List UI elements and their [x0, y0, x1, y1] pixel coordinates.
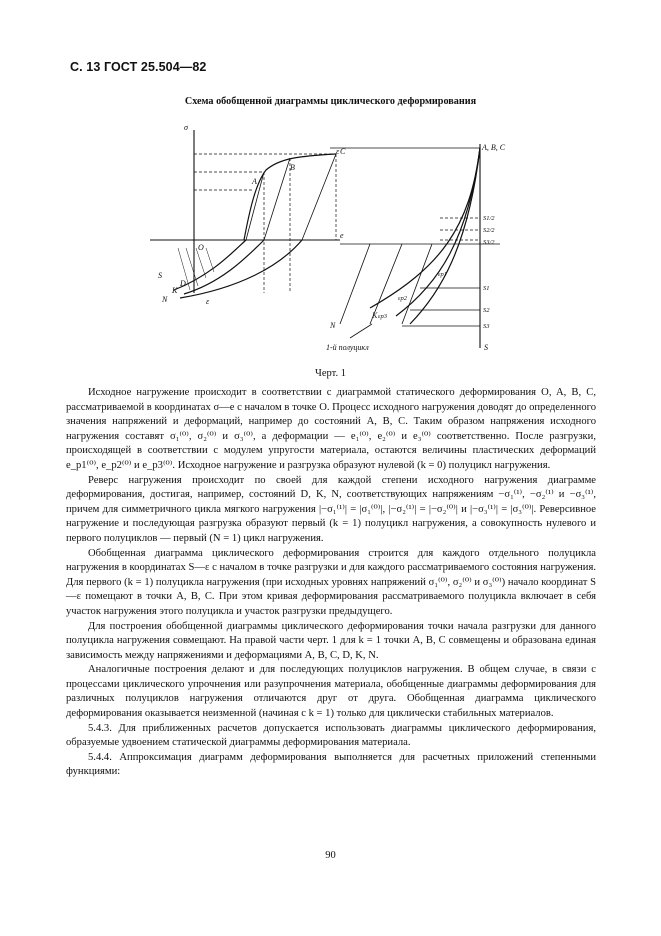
right-point-K-label: K — [372, 311, 378, 320]
ep2-label: εp2 — [398, 295, 408, 302]
point-N-label: N — [162, 295, 168, 304]
body-text — [66, 386, 596, 780]
S3-half-label: S3/2 — [483, 239, 495, 246]
paragraph: Обобщенная диаграмма циклического деформирования строится для каждого отдельного полуцикла нагружения в координатах S—ε с началом в точке разгрузки и для каждого рассматриваемого состояния нагружения. Для первого (k = 1) полуцикла нагружения (при исходных уровнях напряжений σ₁⁽⁰⁾, σ₂⁽⁰⁾ и σ₃⁽⁰⁾) начало координат S—ε помещают в точки A, B, C. При этом кривая деформирования рассматриваемого полуцикла включает в себя участок нагружения этого полуцикла и участок разгрузки предыдущего. — [66, 547, 596, 617]
point-D-label: D — [180, 279, 186, 288]
S1-half-label: S1/2 — [483, 215, 495, 222]
page-number: 90 — [325, 850, 336, 861]
right-eps-label: ε — [336, 147, 340, 156]
paragraph: Для построения обобщенной диаграммы циклического деформирования точки начала разгрузки для данного полуцикла нагружения совмещают. На правой части черт. 1 для k = 1 точки A, B, C совмещены и образована единая зависимость между напряжениями и деформациями A, B, C, D, K, N. — [66, 620, 596, 661]
S1-label: S1 — [483, 285, 490, 292]
sigma-axis-label: σ — [184, 123, 188, 132]
paragraph: Исходное нагружение происходит в соответствии с диаграммой статического деформирования O, A, B, C, рассматриваемой в координатах σ—e с началом в точке O. Процесс исходного нагружения доводят до определенного значения напряжений и деформаций, например до состояний A, B, C. Таким образом напряжения исходного нагружения составят σ₁⁽⁰⁾, σ₂⁽⁰⁾ и σ₃⁽⁰⁾, а деформации — e₁⁽⁰⁾, e₂⁽⁰⁾ и e₃⁽⁰⁾ соответственно. После разгрузки, происходящей в соответствии с модулем упругости материала, остаются величины пластических деформаций e_p1⁽⁰⁾, e_p2⁽⁰⁾ и e_p3⁽⁰⁾. Исходное нагружение и разгрузка образуют нулевой (k = 0) полуцикл нагружения. — [66, 387, 596, 471]
S3-label: S3 — [483, 323, 490, 330]
point-A-label: A — [252, 177, 257, 186]
S2-half-label: S2/2 — [483, 227, 495, 234]
ep3-label: εp3 — [378, 313, 388, 320]
point-O-label: O — [198, 243, 204, 252]
point-B-label: B — [290, 163, 295, 172]
e-axis-label: e — [340, 231, 344, 240]
point-C-label: C — [340, 147, 346, 156]
S2-label: S2 — [483, 307, 490, 314]
figure-caption: Черт. 1 — [315, 368, 346, 379]
ep1-label: εp1 — [438, 271, 448, 278]
right-point-N-label: N — [330, 321, 336, 330]
cyclic-deformation-diagram — [140, 118, 560, 360]
point-ABC-label: A, B, C — [482, 143, 506, 152]
left-eps-label: ε — [206, 297, 210, 306]
S-axis-label: S — [484, 343, 488, 352]
paragraph: Аналогичные построения делают и для последующих полуциклов нагружения. В общем случае, в связи с процессами циклического упрочнения или разупрочнения материала, обобщенные диаграммы деформирования для различных полуциклов нагружения отличаются друг от друга. Обобщенная диаграмма циклического деформирования оказывается неизменной (начиная с k = 1) только для циклически стабильных материалов. — [66, 664, 596, 720]
point-K-label: K — [172, 286, 178, 295]
half-cycle-label: 1-й полуцикл — [326, 343, 369, 352]
paragraph: 5.4.4. Аппроксимация диаграмм деформирования выполняется для расчетных приложений степенными функциями: — [66, 751, 596, 778]
left-S-label: S — [158, 271, 162, 280]
figure-title: Схема обобщенной диаграммы циклического деформирования — [184, 96, 477, 107]
paragraph: 5.4.3. Для приближенных расчетов допускается использовать диаграммы циклического деформирования, образуемые удвоением статической диаграммы деформирования материала. — [66, 722, 596, 749]
paragraph: Реверс нагружения происходит по своей для каждой степени исходного нагружения диаграмме деформирования, достигая, например, состояний D, K, N, соответствующих напряжениям −σ₁⁽¹⁾, −σ₂⁽¹⁾ и −σ₃⁽¹⁾, причем для симметричного цикла мягкого нагружения |−σ₁⁽¹⁾| = |σ₁⁽⁰⁾|, |−σ₂⁽¹⁾| = |−σ₂⁽⁰⁾| и |−σ₃⁽¹⁾| = |σ₃⁽⁰⁾|. Реверсивное нагружение и последующая разгрузка образуют первый (k = 1) полуцикл нагружения, а совокупность нулевого и первого полуциклов — первый (N = 1) цикл нагружения. — [66, 474, 596, 544]
document-header: С. 13 ГОСТ 25.504—82 — [70, 60, 207, 74]
